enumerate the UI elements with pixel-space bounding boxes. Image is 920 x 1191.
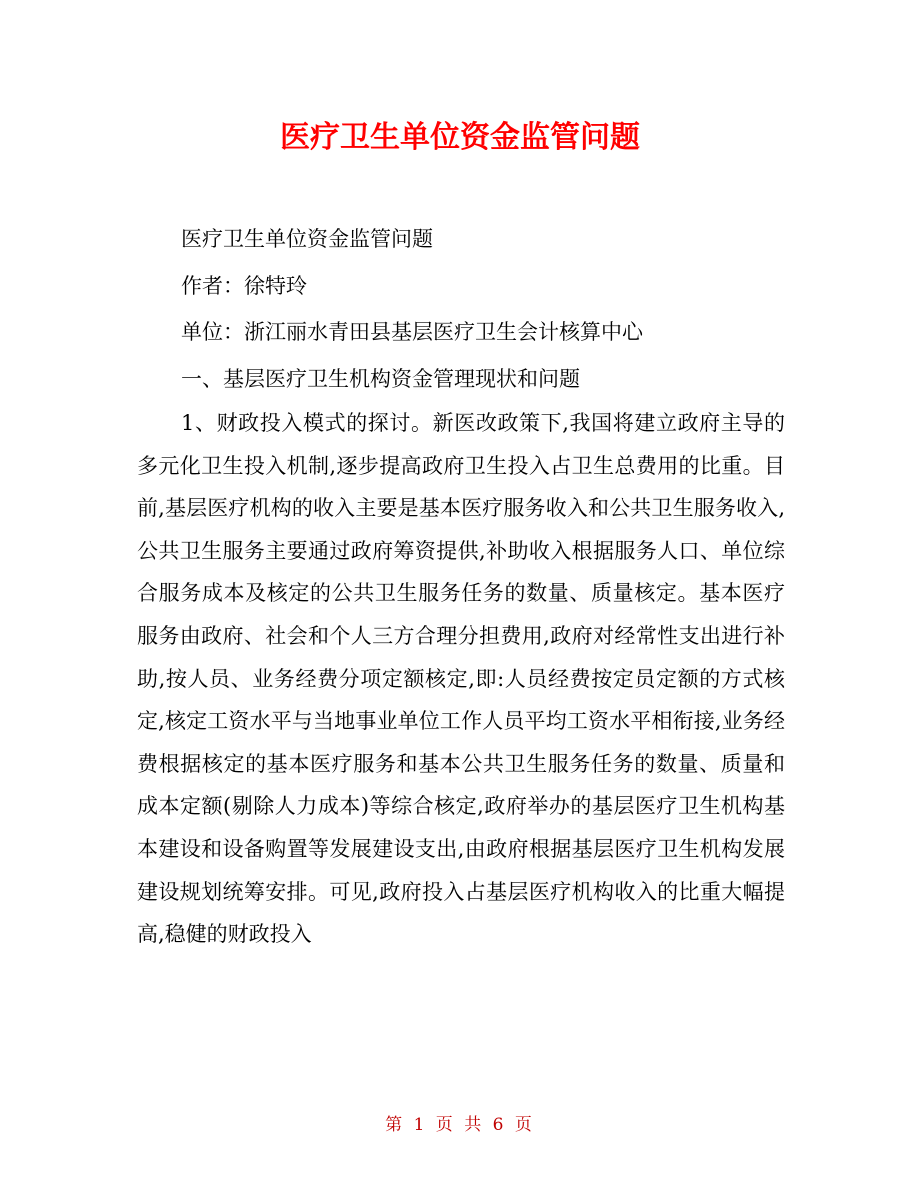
body-paragraph: 1、财政投入模式的探讨。新医改政策下,我国将建立政府主导的多元化卫生投入机制,逐步提高政府卫生投入占卫生总费用的比重。目前,基层医疗机构的收入主要是基本医疗服务收入和公共卫生服务收入,公共卫生服务主要通过政府筹资提供,补助收入根据服务人口、单位综合服务成本及核定的公共卫生服务任务的数量、质量核定。基本医疗服务由政府、社会和个人三方合理分担费用,政府对经常性支出进行补助,按人员、业务经费分项定额核定,即:人员经费按定员定额的方式核定,核定工资水平与当地事业单位工作人员平均工资水平相衔接,业务经费根据核定的基本医疗服务和基本公共卫生服务任务的数量、质量和成本定额(剔除人力成本)等综合核定,政府举办的基层医疗卫生机构基本建设和设备购置等发展建设支出,由政府根据基层医疗卫生机构发展建设规划统筹安排。可见,政府投入占基层医疗机构收入的比重大幅提高,稳健的财政投入 xyxy=(137,411,785,947)
section-heading: 一、基层医疗卫生机构资金管理现状和问题 xyxy=(181,366,580,391)
affiliation-paragraph: 单位：浙江丽水青田县基层医疗卫生会计核算中心 xyxy=(181,320,643,344)
document-body xyxy=(137,216,785,956)
author-paragraph: 作者：徐特玲 xyxy=(181,273,307,298)
page-number-footer: 第 1 页 共 6 页 xyxy=(385,1115,535,1135)
subtitle-paragraph: 医疗卫生单位资金监管问题 xyxy=(181,227,433,251)
document-title: 医疗卫生单位资金监管问题 xyxy=(280,120,640,155)
